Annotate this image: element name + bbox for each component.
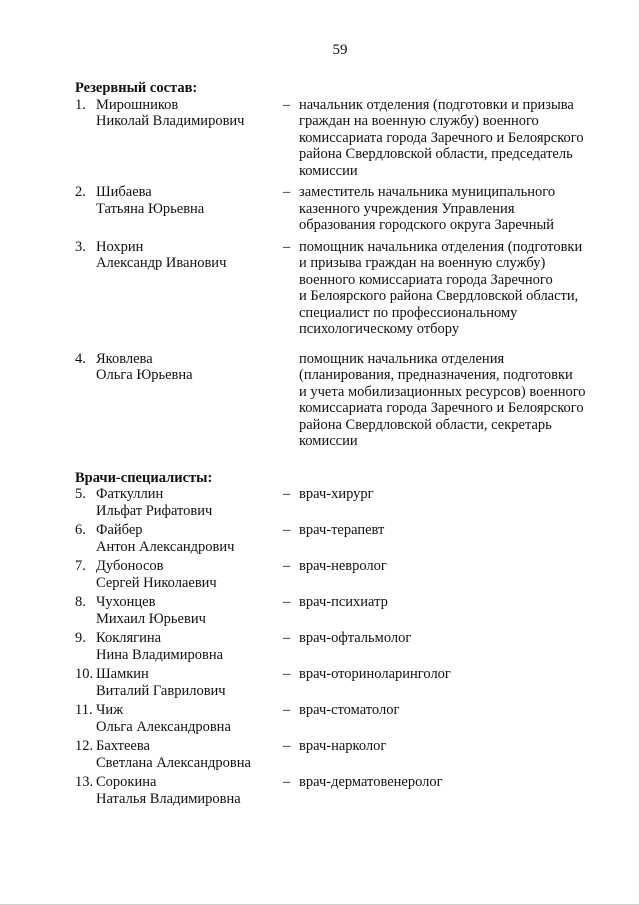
person-name: Мирошников Николай Владимирович (96, 96, 245, 129)
position-description: врач-дерматовенеролог (299, 774, 443, 790)
doctors-list (75, 486, 615, 807)
position-description: врач-нарколог (299, 738, 387, 754)
person-name: Сорокина Наталья Владимировна (96, 774, 241, 807)
entry-number: 12. (75, 738, 94, 754)
person-name: Нохрин Александр Иванович (96, 238, 227, 271)
position-description: врач-стоматолог (299, 702, 400, 718)
entry-number: 9. (75, 630, 86, 646)
document-content (75, 80, 615, 807)
position-description: начальник отделения (подготовки и призыва граждан на военную службу) военного комиссариата города Заречного и Белоярского района Свердловской области, председатель комиссии (299, 96, 584, 179)
dash-separator: – (283, 486, 291, 502)
person-name: Дубоносов Сергей Николаевич (96, 558, 217, 591)
reserve-entry (75, 351, 615, 450)
reserve-entry (75, 184, 615, 234)
dash-separator: – (283, 96, 291, 113)
doctor-entry (75, 486, 615, 519)
person-name: Коклягина Нина Владимировна (96, 630, 224, 663)
person-name: Чухонцев Михаил Юрьевич (96, 594, 206, 627)
person-name: Шамкин Виталий Гаврилович (96, 666, 226, 699)
entry-number: 11. (75, 702, 93, 718)
entry-number: 1. (75, 96, 86, 113)
dash-separator: – (283, 774, 291, 790)
entry-number: 13. (75, 774, 94, 790)
entry-number: 4. (75, 350, 86, 367)
reserve-section-title: Резервный состав: (75, 80, 198, 96)
entry-number: 8. (75, 594, 86, 610)
position-description: заместитель начальника муниципального казенного учреждения Управления образования городского округа Заречный (299, 184, 556, 233)
reserve-entry (75, 97, 615, 180)
position-description: помощник начальника отделения (подготовки и призыва граждан на военную службу) военного комиссариата города Заречного и Белоярского района Свердловской области, специалист по профессиональному психологическому отбору (299, 238, 583, 337)
dash-separator: – (283, 558, 291, 574)
person-name: Фаткуллин Ильфат Рифатович (96, 486, 213, 519)
dash-separator (283, 351, 299, 450)
reserve-entry (75, 239, 615, 338)
doctor-entry (75, 522, 615, 555)
entry-number: 2. (75, 184, 86, 200)
position-description: врач-терапевт (299, 522, 385, 538)
doctor-entry (75, 702, 615, 735)
position-description: врач-оториноларинголог (299, 666, 451, 682)
dash-separator: – (283, 666, 291, 682)
position-description: помощник начальника отделения (планирования, предназначения, подготовки и учета мобилизационных ресурсов) военного комиссариата города Заречного и Белоярского района Свердловской области, секретарь комиссии (299, 350, 586, 449)
position-description: врач-психиатр (299, 594, 388, 610)
entry-number: 7. (75, 558, 86, 574)
dash-separator: – (283, 702, 291, 718)
dash-separator: – (283, 184, 291, 200)
dash-separator: – (283, 238, 291, 255)
entry-number: 3. (75, 238, 86, 255)
dash-separator: – (283, 594, 291, 610)
position-description: врач-невролог (299, 558, 387, 574)
person-name: Бахтеева Светлана Александровна (96, 738, 251, 771)
position-description: врач-офтальмолог (299, 630, 412, 646)
reserve-list (75, 97, 615, 450)
doctor-entry (75, 774, 615, 807)
person-name: Шибаева Татьяна Юрьевна (96, 184, 205, 217)
dash-separator: – (283, 630, 291, 646)
position-description: врач-хирург (299, 486, 374, 502)
person-name: Файбер Антон Александрович (96, 522, 235, 555)
dash-separator: – (283, 738, 291, 754)
page-number: 59 (332, 42, 348, 58)
doctor-entry (75, 630, 615, 663)
doctor-entry (75, 738, 615, 771)
doctor-entry (75, 666, 615, 699)
entry-number: 10. (75, 666, 94, 682)
doctor-entry (75, 558, 615, 591)
dash-separator: – (283, 522, 291, 538)
entry-number: 6. (75, 522, 86, 538)
person-name: Яковлева Ольга Юрьевна (96, 350, 193, 383)
entry-number: 5. (75, 486, 86, 502)
doctors-section-title: Врачи-специалисты: (75, 469, 213, 486)
person-name: Чиж Ольга Александровна (96, 702, 231, 735)
doctor-entry (75, 594, 615, 627)
